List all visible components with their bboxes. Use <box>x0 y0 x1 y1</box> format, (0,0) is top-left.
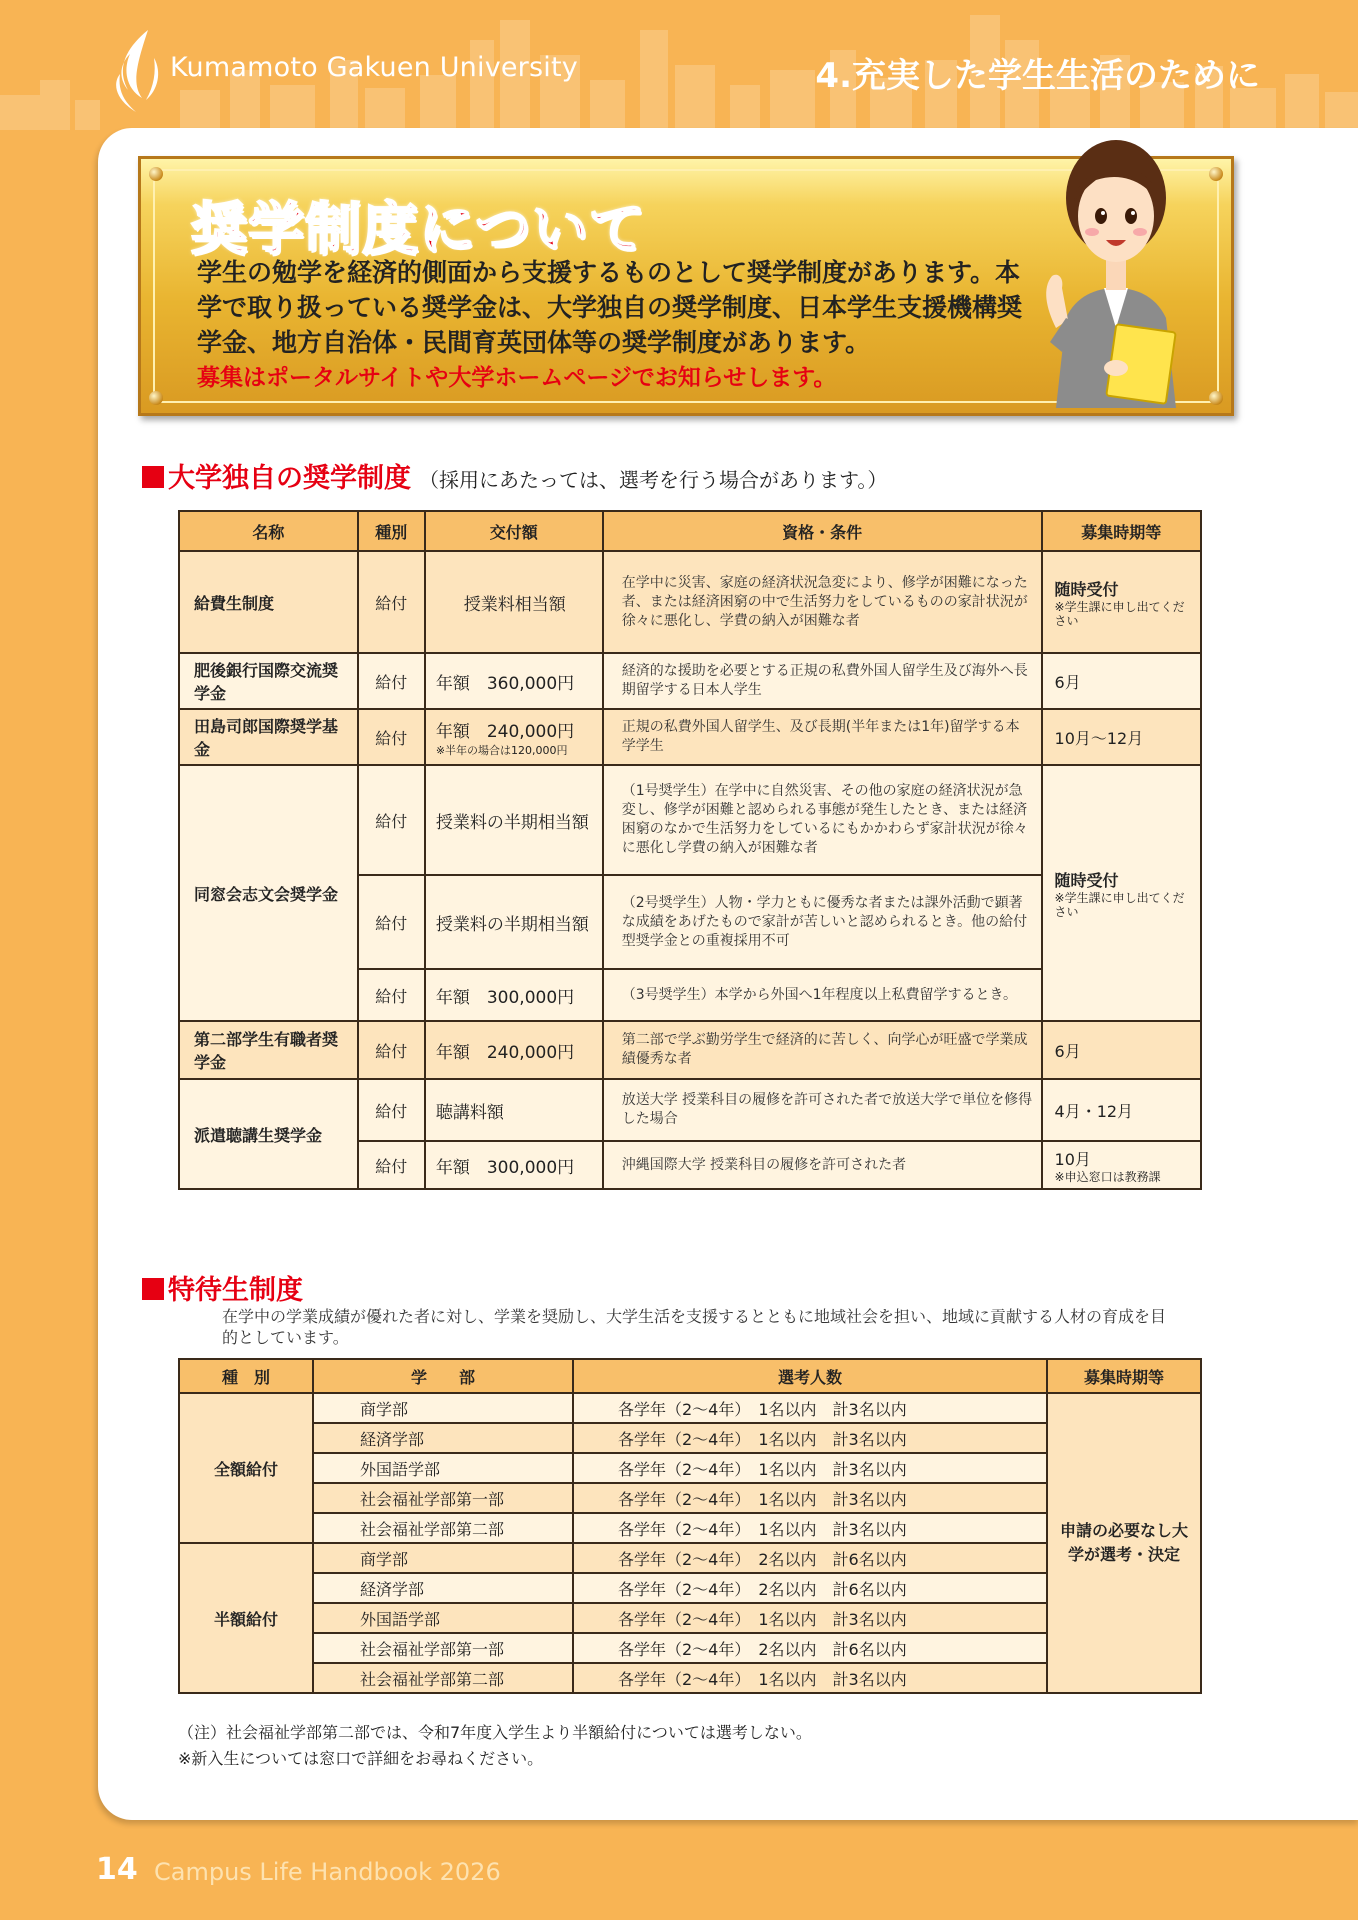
red-square-bullet-icon <box>142 466 164 488</box>
faculty: 経済学部 <box>313 1423 573 1453</box>
selection-count: 各学年（2～4年） 1名以内 計3名以内 <box>573 1603 1047 1633</box>
period-text: 10月 <box>1054 1149 1091 1169</box>
column-header: 資格・条件 <box>603 511 1042 551</box>
university-flame-logo <box>108 28 164 114</box>
scholarship-conditions: （3号奨学生）本学から外国へ1年程度以上私費留学するとき。 <box>603 969 1042 1021</box>
honor-student-description: 在学中の学業成績が優れた者に対し、学業を奨励し、大学生活を支援するとともに地域社会を担い、地域に貢献する人材の育成を目的としています。 <box>222 1307 1167 1347</box>
section-heading-university-scholarships <box>142 456 887 495</box>
scholarship-type: 給付 <box>358 1079 425 1141</box>
application-period: 6月 <box>1042 653 1201 709</box>
scholarship-amount: 授業料の半期相当額 <box>425 875 603 969</box>
scholarship-conditions: 沖縄国際大学 授業科目の履修を許可された者 <box>603 1141 1042 1189</box>
section-heading-honor-students <box>142 1268 303 1307</box>
application-period <box>1042 765 1201 1021</box>
scholarship-type: 給付 <box>358 653 425 709</box>
chapter-title: 4.充実した学生生活のために <box>815 56 1260 96</box>
faculty: 社会福祉学部第二部 <box>313 1663 573 1693</box>
scholarship-conditions: 放送大学 授業科目の履修を許可された者で放送大学で単位を修得した場合 <box>603 1079 1042 1141</box>
scholarship-amount: 年額 360,000円 <box>425 653 603 709</box>
table-row <box>179 653 1201 709</box>
scholarship-type: 給付 <box>358 765 425 875</box>
column-header: 名称 <box>179 511 358 551</box>
banner-description: 学生の勉学を経済的側面から支援するものとして奨学制度があります。本学で取り扱っている奨学金は、大学独自の奨学制度、日本学生支援機構奨学金、地方自治体・民間育英団体等の奨学制度があります。 <box>197 258 1023 357</box>
section-title: 大学独自の奨学制度 <box>168 463 411 494</box>
scholarship-amount: 年額 300,000円 <box>425 969 603 1021</box>
selection-count: 各学年（2～4年） 2名以内 計6名以内 <box>573 1543 1047 1573</box>
scholarship-name: 給費生制度 <box>179 551 358 653</box>
university-name: Kumamoto Gakuen University <box>170 52 578 83</box>
scholarship-amount: 年額 300,000円 <box>425 1141 603 1189</box>
faculty: 商学部 <box>313 1543 573 1573</box>
selection-count: 各学年（2～4年） 2名以内 計6名以内 <box>573 1573 1047 1603</box>
section-title: 特待生制度 <box>168 1275 303 1306</box>
scholarship-name: 肥後銀行国際交流奨学金 <box>179 653 358 709</box>
scholarship-conditions: （1号奨学生）在学中に自然災害、その他の家庭の経済状況が急変し、修学が困難と認められる事態が発生したとき、または経済困窮のなかで生活努力をしているにもかかわらず家計状況が徐々に悪化し学費の納入が困難な者 <box>603 765 1042 875</box>
scholarship-conditions: （2号奨学生）人物・学力ともに優秀な者または課外活動で顕著な成績をあげたもので家計が苦しいと認められるとき。他の給付型奨学金との重複採用不可 <box>603 875 1042 969</box>
scholarship-conditions: 在学中に災害、家庭の経済状況急変により、修学が困難になった者、または経済困窮の中で生活努力をしているものの家計状況が徐々に悪化し、学費の納入が困難な者 <box>603 551 1042 653</box>
table-row <box>179 1393 1201 1423</box>
amount-text: 年額 240,000円 <box>435 721 575 742</box>
page-number: 14 <box>96 1852 138 1887</box>
scholarship-name: 田島司郎国際奨学基金 <box>179 709 358 765</box>
scholarship-type: 給付 <box>358 1141 425 1189</box>
scholarship-conditions: 正規の私費外国人留学生、及び長期(半年または1年)留学する本学学生 <box>603 709 1042 765</box>
red-square-bullet-icon <box>142 1278 164 1300</box>
grant-type: 全額給付 <box>179 1393 313 1543</box>
rivet-icon <box>1209 391 1223 405</box>
footnote-social-welfare: （注）社会福祉学部第二部では、令和7年度入学生より半額給付については選考しない。 <box>178 1723 812 1742</box>
selection-count: 各学年（2～4年） 1名以内 計3名以内 <box>573 1423 1047 1453</box>
table-row <box>179 1079 1201 1141</box>
period-text: 随時受付 <box>1054 579 1119 599</box>
scholarship-amount: 授業料の半期相当額 <box>425 765 603 875</box>
column-header: 募集時期等 <box>1042 511 1201 551</box>
table-row <box>179 709 1201 765</box>
section-subtitle: （採用にあたっては、選考を行う場合があります。） <box>419 468 888 492</box>
banner-announcement: 募集はポータルサイトや大学ホームページでお知らせします。 <box>197 365 837 391</box>
scholarship-amount: 聴講料額 <box>425 1079 603 1141</box>
column-header: 選考人数 <box>573 1359 1047 1393</box>
faculty: 外国語学部 <box>313 1453 573 1483</box>
selection-count: 各学年（2～4年） 1名以内 計3名以内 <box>573 1513 1047 1543</box>
grant-type: 半額給付 <box>179 1543 313 1693</box>
scholarship-name: 派遣聴講生奨学金 <box>179 1079 358 1189</box>
table-header-row <box>179 511 1201 551</box>
column-header: 募集時期等 <box>1047 1359 1201 1393</box>
page-header <box>0 0 1358 130</box>
selection-count: 各学年（2～4年） 2名以内 計6名以内 <box>573 1633 1047 1663</box>
table-row <box>179 1021 1201 1079</box>
table-row <box>179 551 1201 653</box>
scholarship-type: 給付 <box>358 875 425 969</box>
scholarship-type: 給付 <box>358 1021 425 1079</box>
table-row <box>179 765 1201 875</box>
period-note: ※申込窓口は教務課 <box>1054 1169 1161 1184</box>
scholarship-conditions: 第二部で学ぶ勤労学生で経済的に苦しく、向学心が旺盛で学業成績優秀な者 <box>603 1021 1042 1079</box>
footnote-new-students: ※新入生については窓口で詳細をお尋ねください。 <box>178 1749 544 1768</box>
column-header: 学 部 <box>313 1359 573 1393</box>
scholarship-name: 第二部学生有職者奨学金 <box>179 1021 358 1079</box>
selection-count: 各学年（2～4年） 1名以内 計3名以内 <box>573 1453 1047 1483</box>
selection-count: 各学年（2～4年） 1名以内 計3名以内 <box>573 1483 1047 1513</box>
amount-note: ※半年の場合は120,000円 <box>435 743 568 757</box>
faculty: 社会福祉学部第一部 <box>313 1483 573 1513</box>
application-period: 申請の必要なし大学が選考・決定 <box>1047 1393 1201 1693</box>
faculty: 社会福祉学部第一部 <box>313 1633 573 1663</box>
rivet-icon <box>149 167 163 181</box>
banner-title: 奨学制度について <box>191 197 646 262</box>
rivet-icon <box>1209 167 1223 181</box>
faculty: 外国語学部 <box>313 1603 573 1633</box>
rivet-icon <box>149 391 163 405</box>
selection-count: 各学年（2～4年） 1名以内 計3名以内 <box>573 1663 1047 1693</box>
faculty: 商学部 <box>313 1393 573 1423</box>
application-period: 6月 <box>1042 1021 1201 1079</box>
scholarship-type: 給付 <box>358 551 425 653</box>
scholarship-amount: 授業料相当額 <box>425 551 603 653</box>
scholarship-name: 同窓会志文会奨学金 <box>179 765 358 1021</box>
application-period: 4月・12月 <box>1042 1079 1201 1141</box>
period-note: ※学生課に申し出てください <box>1054 890 1185 919</box>
application-period: 10月～12月 <box>1042 709 1201 765</box>
university-scholarship-table <box>178 510 1202 1190</box>
faculty: 経済学部 <box>313 1573 573 1603</box>
column-header: 種 別 <box>179 1359 313 1393</box>
scholarship-type: 給付 <box>358 969 425 1021</box>
honor-student-table <box>178 1358 1202 1694</box>
column-header: 交付額 <box>425 511 603 551</box>
table-header-row <box>179 1359 1201 1393</box>
period-note: ※学生課に申し出てください <box>1054 599 1185 628</box>
staff-character-illustration <box>1016 128 1196 408</box>
period-text: 随時受付 <box>1054 870 1119 890</box>
application-period <box>1042 1141 1201 1189</box>
column-header: 種別 <box>358 511 425 551</box>
scholarship-conditions: 経済的な援助を必要とする正規の私費外国人留学生及び海外へ長期留学する日本人学生 <box>603 653 1042 709</box>
faculty: 社会福祉学部第二部 <box>313 1513 573 1543</box>
selection-count: 各学年（2～4年） 1名以内 計3名以内 <box>573 1393 1047 1423</box>
scholarship-amount <box>425 709 603 765</box>
scholarship-type: 給付 <box>358 709 425 765</box>
application-period <box>1042 551 1201 653</box>
handbook-title: Campus Life Handbook 2026 <box>154 1858 501 1886</box>
scholarship-amount: 年額 240,000円 <box>425 1021 603 1079</box>
